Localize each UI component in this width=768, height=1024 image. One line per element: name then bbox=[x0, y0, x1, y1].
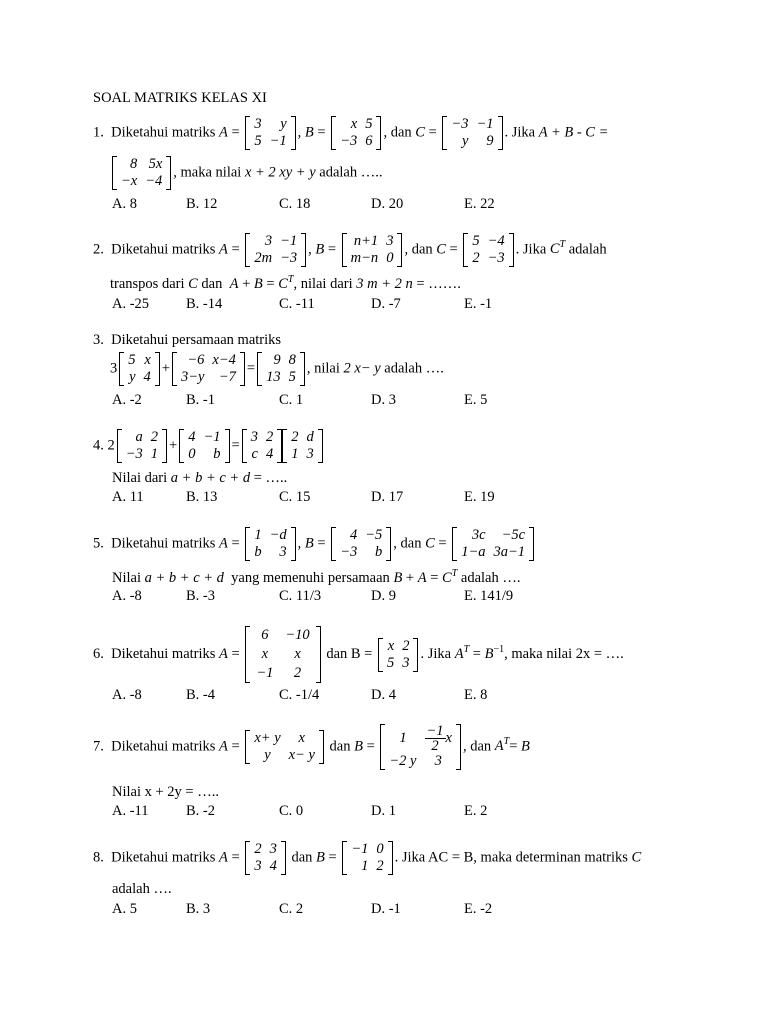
question-number: 7. bbox=[93, 738, 104, 755]
option-e: E. 8 bbox=[464, 687, 488, 703]
question-6-line-1: 6. Diketahui matriks A = 6 −10 x x −1 2 dan B = x 2 5 3 . Jika $A^T = B^{-1}$, maka nilai 2x = …. bbox=[93, 627, 624, 681]
matrix-entry: −4 bbox=[487, 233, 505, 249]
matrix-entry: −3 bbox=[340, 133, 358, 149]
matrix-entry: 13 bbox=[266, 369, 281, 385]
option-c: C. 11/3 bbox=[279, 588, 322, 604]
matrix-entry: 5 bbox=[254, 133, 262, 149]
option-a: A. 8 bbox=[112, 196, 137, 212]
matrix-entry: −5 bbox=[365, 527, 383, 543]
matrix-entry: 4 bbox=[349, 527, 358, 543]
matrix-entry: 0 bbox=[386, 250, 394, 266]
matrix-entry: 5 bbox=[472, 233, 480, 249]
page-title: SOAL MATRIKS KELAS XI bbox=[93, 90, 267, 106]
question-8-line-2: adalah …. bbox=[112, 881, 172, 897]
matrix-entry: 5 bbox=[365, 116, 373, 132]
matrix-entry: 5 bbox=[386, 654, 395, 671]
matrix-r bbox=[257, 352, 305, 386]
matrix-entry: x bbox=[387, 637, 395, 654]
matrix-entry: 8 bbox=[288, 352, 296, 368]
matrix-entry: −3 bbox=[125, 446, 143, 462]
matrix-c bbox=[442, 116, 502, 150]
matrix-b bbox=[342, 233, 403, 267]
option-a: A. 5 bbox=[112, 901, 137, 917]
matrix-entry: y bbox=[264, 747, 271, 763]
matrix-entry: 3 bbox=[434, 753, 442, 769]
option-a: A. -8 bbox=[112, 588, 142, 604]
matrix-entry: 4 bbox=[265, 446, 274, 462]
matrix-entry: −10 bbox=[285, 627, 310, 643]
matrix-entry: 8 bbox=[129, 156, 138, 172]
matrix-entry: 2m bbox=[254, 250, 273, 266]
option-c: C. -1/4 bbox=[279, 687, 320, 703]
option-e: E. -1 bbox=[464, 296, 493, 312]
matrix-p bbox=[119, 352, 160, 386]
matrix-s bbox=[282, 429, 323, 463]
option-d: D. 4 bbox=[371, 687, 396, 703]
matrix-entry: x bbox=[261, 646, 269, 662]
matrix-entry: 3 bbox=[306, 446, 314, 462]
option-a: A. -2 bbox=[112, 392, 142, 408]
matrix-entry: 3 bbox=[250, 429, 258, 445]
matrix-entry: 2 bbox=[293, 665, 302, 681]
option-c: C. 2 bbox=[279, 901, 304, 917]
matrix-entry: 3 bbox=[264, 233, 273, 249]
question-1-line-2: 8 5x −x −4 , maka nilai x + 2 xy + y adalah ….. bbox=[110, 156, 382, 190]
question-number: 5. bbox=[93, 535, 104, 552]
option-d: D. -1 bbox=[371, 901, 401, 917]
option-b: B. 12 bbox=[186, 196, 218, 212]
question-number: 8. bbox=[93, 849, 104, 866]
matrix-entry: −3 bbox=[280, 250, 298, 266]
question-7-line-2: Nilai x + 2y = ….. bbox=[112, 784, 219, 800]
option-a: A. 11 bbox=[112, 489, 144, 505]
matrix-entry: 2 bbox=[291, 429, 299, 445]
question-3-line-1: 3. Diketahui persamaan matriks bbox=[93, 332, 282, 348]
option-b: B. 13 bbox=[186, 489, 218, 505]
question-5-line-2: Nilai a + b + c + d yang memenuhi persamaan $B + A = C^T$ adalah …. bbox=[112, 568, 521, 586]
matrix-entry: −d bbox=[269, 527, 287, 543]
option-c: C. 15 bbox=[279, 489, 311, 505]
option-d: D. -7 bbox=[371, 296, 401, 312]
matrix-entry: −3 bbox=[451, 116, 469, 132]
matrix-a bbox=[245, 527, 295, 561]
matrix-entry: −3 bbox=[487, 250, 505, 266]
option-e: E. -2 bbox=[464, 901, 493, 917]
matrix-entry: n+1 bbox=[353, 233, 379, 249]
matrix-b bbox=[331, 527, 391, 561]
question-number: 4. bbox=[93, 437, 104, 454]
question-2-line-2: transpos dari C dan $A + B = C^T$, nilai dari 3 m + 2 n = ……. bbox=[110, 274, 461, 292]
equation: A + B - C = bbox=[538, 124, 609, 141]
matrix-entry: x bbox=[294, 646, 301, 662]
option-a: A. -25 bbox=[112, 296, 150, 312]
matrix-entry: 3a−1 bbox=[493, 544, 526, 560]
matrix-entry: 0 bbox=[376, 841, 384, 857]
matrix-c bbox=[463, 233, 513, 267]
question-2-line-1: 2. Diketahui matriks A = 3 −1 2m −3 , B = n+1 3 m−n 0 , dan C = 5 −4 2 −3 . Jika $C^T$ adalah bbox=[93, 233, 607, 266]
question-text: Diketahui matriks bbox=[111, 124, 216, 141]
matrix-a bbox=[245, 841, 286, 875]
option-b: B. 3 bbox=[186, 901, 211, 917]
matrix-entry: 1 bbox=[291, 446, 299, 462]
matrix-entry: −7 bbox=[218, 369, 236, 385]
matrix-entry: x+ y bbox=[254, 730, 281, 746]
matrix-result bbox=[112, 156, 171, 190]
question-8-line-1: 8. Diketahui matriks A = 2 3 3 4 dan B = −1 0 1 2 . Jika AC = B, maka determinan matriks C bbox=[93, 841, 642, 874]
matrix-entry: 3 bbox=[402, 654, 410, 671]
matrix-p bbox=[117, 429, 167, 463]
question-1-line-1: 1. Diketahui matriks A = 3 y 5 −1 , B = x 5 −3 6 , dan C = −3 −1 y 9 . Jika A + B - C = bbox=[93, 116, 609, 149]
matrix-entry: 9 bbox=[486, 133, 494, 149]
matrix-entry: −1 bbox=[256, 665, 274, 681]
matrix-a bbox=[245, 116, 295, 150]
matrix-entry: −5c bbox=[501, 527, 526, 543]
matrix-entry: d bbox=[306, 429, 314, 445]
matrix-entry: 3 bbox=[254, 116, 262, 132]
matrix-entry: b bbox=[213, 446, 221, 462]
matrix-entry: 4 bbox=[143, 369, 151, 385]
matrix-entry: 1 bbox=[150, 446, 159, 462]
matrix-entry: 1−a bbox=[461, 544, 486, 560]
matrix-q bbox=[179, 429, 229, 463]
matrix-entry: y bbox=[462, 133, 469, 149]
option-e: E. 141/9 bbox=[464, 588, 514, 604]
question-number: 1. bbox=[93, 124, 104, 141]
option-b: B. -1 bbox=[186, 392, 215, 408]
matrix-entry: −4 bbox=[145, 173, 163, 189]
matrix-entry: x bbox=[350, 116, 358, 132]
matrix-entry: 2 bbox=[376, 858, 384, 874]
option-a: A. -11 bbox=[112, 803, 149, 819]
matrix-b bbox=[380, 724, 461, 770]
question-number: 2. bbox=[93, 241, 104, 258]
matrix-entry: $\frac{-1}{2}$ x bbox=[426, 723, 452, 754]
option-d: D. 20 bbox=[371, 196, 404, 212]
question-7-line-1: 7. Diketahui matriks A = x+ y x y x− y dan B = 1 $\frac{-1}{2}$ x −2 y 3 , dan $A^T= B$ bbox=[93, 723, 530, 769]
matrix-entry: 3 bbox=[254, 858, 262, 874]
matrix-entry: 1 bbox=[361, 858, 369, 874]
matrix-b bbox=[378, 638, 419, 672]
matrix-entry: 2 bbox=[150, 429, 159, 445]
matrix-entry: 5x bbox=[148, 156, 163, 172]
matrix-c bbox=[452, 527, 534, 561]
matrix-entry: 2 bbox=[402, 637, 410, 654]
matrix-entry: −1 bbox=[476, 116, 494, 132]
matrix-entry: y bbox=[129, 369, 136, 385]
matrix-entry: 3c bbox=[471, 527, 486, 543]
question-5-line-1: 5. Diketahui matriks A = 1 −d b 3 , B = 4 −5 −3 b , dan C = 3c −5c 1−a 3a−1 bbox=[93, 527, 536, 561]
question-3-equation: 3 5 x y 4 + −6 x−4 3−y −7 = 9 8 13 5 , nilai 2 x− y adalah …. bbox=[110, 352, 444, 385]
matrix-entry: 6 bbox=[365, 133, 373, 149]
matrix-entry: 3 bbox=[386, 233, 394, 249]
matrix-entry: 6 bbox=[261, 627, 269, 643]
question-4-line-2: Nilai dari a + b + c + d = ….. bbox=[112, 470, 288, 486]
matrix-entry: −3 bbox=[340, 544, 358, 560]
option-e: E. 19 bbox=[464, 489, 495, 505]
option-e: E. 22 bbox=[464, 196, 495, 212]
matrix-entry: 2 bbox=[265, 429, 274, 445]
option-c: C. 0 bbox=[279, 803, 304, 819]
option-b: B. -14 bbox=[186, 296, 223, 312]
matrix-entry: x bbox=[298, 730, 305, 746]
matrix-entry: b bbox=[375, 544, 383, 560]
matrix-entry: −x bbox=[121, 173, 138, 189]
matrix-a bbox=[245, 730, 324, 764]
matrix-entry: 4 bbox=[269, 858, 277, 874]
matrix-b bbox=[331, 116, 381, 150]
matrix-entry: 2 bbox=[472, 250, 480, 266]
option-e: E. 5 bbox=[464, 392, 488, 408]
matrix-b bbox=[342, 841, 392, 875]
option-c: C. 1 bbox=[279, 392, 304, 408]
matrix-entry: 4 bbox=[188, 429, 196, 445]
matrix-entry: 3−y bbox=[180, 369, 205, 385]
matrix-entry: −1 bbox=[280, 233, 298, 249]
question-number: 6. bbox=[93, 645, 104, 662]
matrix-entry: x bbox=[144, 352, 151, 368]
option-c: C. 18 bbox=[279, 196, 311, 212]
matrix-q bbox=[172, 352, 245, 386]
option-a: A. -8 bbox=[112, 687, 142, 703]
matrix-entry: −1 bbox=[351, 841, 369, 857]
matrix-entry: 5 bbox=[288, 369, 296, 385]
question-4-equation: 4. 2 a 2 −3 1 + 4 −1 0 b = 3 2 c 4 2 d 1 3 bbox=[93, 429, 325, 463]
matrix-entry: y bbox=[280, 116, 287, 132]
matrix-entry: −1 bbox=[203, 429, 221, 445]
option-b: B. -2 bbox=[186, 803, 215, 819]
question-number: 3. bbox=[93, 332, 104, 348]
matrix-entry: 2 bbox=[254, 841, 262, 857]
matrix-entry: 3 bbox=[279, 544, 287, 560]
matrix-a bbox=[245, 233, 306, 267]
matrix-entry: a bbox=[135, 429, 143, 445]
option-d: D. 9 bbox=[371, 588, 396, 604]
matrix-entry: −6 bbox=[187, 352, 205, 368]
option-d: D. 1 bbox=[371, 803, 396, 819]
matrix-entry: −2 y bbox=[389, 753, 417, 769]
matrix-entry: c bbox=[251, 446, 258, 462]
matrix-entry: x−4 bbox=[212, 352, 236, 368]
matrix-entry: b bbox=[254, 544, 262, 560]
matrix-r bbox=[242, 429, 283, 463]
matrix-entry: 5 bbox=[128, 352, 136, 368]
matrix-entry: m−n bbox=[350, 250, 379, 266]
option-d: D. 3 bbox=[371, 392, 396, 408]
option-b: B. -4 bbox=[186, 687, 215, 703]
matrix-entry: x− y bbox=[288, 747, 315, 763]
matrix-entry: 1 bbox=[254, 527, 262, 543]
matrix-entry: 0 bbox=[188, 446, 196, 462]
option-b: B. -3 bbox=[186, 588, 215, 604]
option-c: C. -11 bbox=[279, 296, 315, 312]
option-e: E. 2 bbox=[464, 803, 488, 819]
matrix-entry: 9 bbox=[273, 352, 281, 368]
matrix-a bbox=[245, 626, 320, 683]
option-d: D. 17 bbox=[371, 489, 404, 505]
matrix-entry: −1 bbox=[269, 133, 287, 149]
matrix-entry: 3 bbox=[269, 841, 277, 857]
matrix-entry: 1 bbox=[399, 730, 407, 746]
